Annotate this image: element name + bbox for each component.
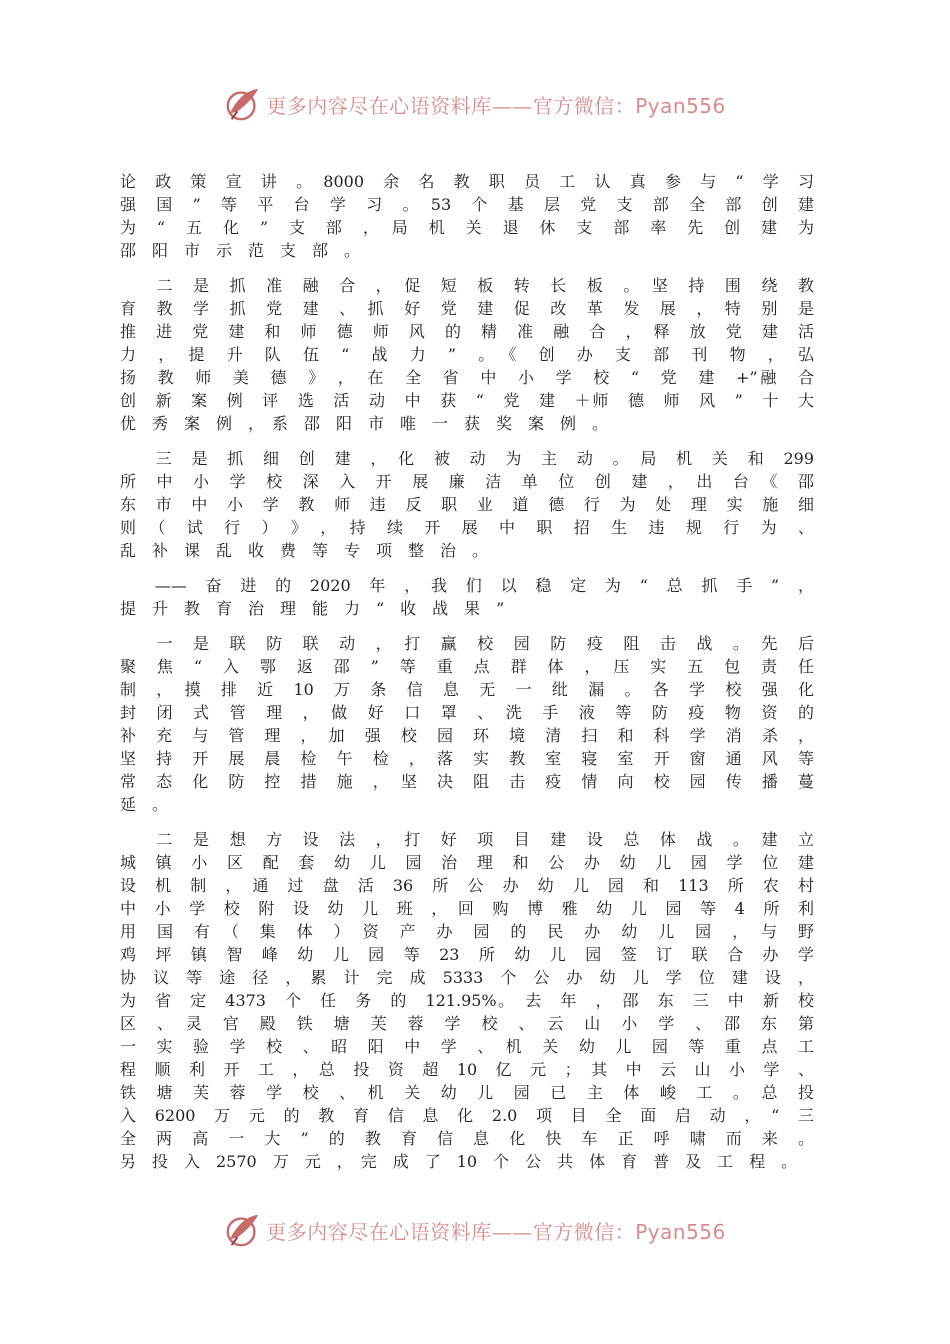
text-line: 区 、 灵 官 殿 铁 塘 芙 蓉 学 校 、 云 山 小 学 、 邵 东 第 — [120, 1014, 814, 1033]
text-line: 全 两 高 一 大 ” 的 教 育 信 息 化 快 车 正 呼 啸 而 来 。 — [120, 1129, 814, 1148]
watermark-text: 更多内容尽在心语资料库——官方微信：Pyan556 — [266, 1219, 726, 1244]
text-line: 二 是 抓 准 融 合 ， 促 短 板 转 长 板 。 坚 持 围 绕 教 — [120, 276, 814, 295]
text-line: 所 中 小 学 校 深 入 开 展 廉 洁 单 位 创 建 ， 出 台 《 邵 — [120, 472, 814, 491]
text-line: 强 国 ” 等 平 台 学 习 。 53 个 基 层 党 支 部 全 部 创 建 — [120, 195, 814, 214]
paragraph — [120, 828, 814, 1173]
text-line: 延 。 — [120, 795, 169, 814]
text-line: 另 投 入 2570 万 元 ， 完 成 了 10 个 公 共 体 育 普 及 工 程 。 — [120, 1152, 798, 1171]
document-body — [120, 170, 814, 1185]
text-line: 设 机 制 ， 通 过 盘 活 36 所 公 办 幼 儿 园 和 113 所 农 村 — [120, 876, 814, 895]
text-line: 创 新 案 例 评 选 活 动 中 获 “ 党 建 ＋师 德 师 风 ” 十 大 — [120, 391, 814, 410]
text-line: 论 政 策 宣 讲 。 8000 余 名 教 职 员 工 认 真 参 与 “ 学 习 — [120, 172, 814, 191]
text-line: 东 市 中 小 学 教 师 违 反 职 业 道 德 行 为 处 理 实 施 细 — [120, 495, 814, 514]
text-line: 邵 阳 市 示 范 支 部 。 — [120, 241, 361, 260]
watermark-banner-bottom — [0, 1210, 950, 1250]
paragraph — [120, 274, 814, 435]
text-line: —— 奋 进 的 2020 年 ， 我 们 以 稳 定 为 “ 总 抓 手 ” ， — [120, 576, 814, 595]
text-line: 用 国 有 （ 集 体 ） 资 产 办 园 的 民 办 幼 儿 园 ， 与 野 — [120, 922, 814, 941]
watermark-banner-top — [0, 84, 950, 124]
text-line: 协 议 等 途 径 ， 累 计 完 成 5333 个 公 办 幼 儿 学 位 建 设 ， — [120, 968, 814, 987]
text-line: 育 教 学 抓 党 建 、 抓 好 党 建 促 改 革 发 展 ， 特 别 是 — [120, 299, 814, 318]
text-line: 扬 教 师 美 德 》 ， 在 全 省 中 小 学 校 “ 党 建 +”融 合 — [120, 368, 814, 387]
text-line: 力 ， 提 升 队 伍 “ 战 力 ” 。 《 创 办 支 部 刊 物 ， 弘 — [120, 345, 814, 364]
text-line: 程 顺 利 开 工 ， 总 投 资 超 10 亿 元 ； 其 中 云 山 小 学 、 — [120, 1060, 814, 1079]
paragraph — [120, 574, 814, 620]
text-line: 优 秀 案 例 ， 系 邵 阳 市 唯 一 获 奖 案 例 。 — [120, 414, 609, 433]
text-line: 聚 焦 “ 入 鄂 返 邵 ” 等 重 点 群 体 ， 压 实 五 包 责 任 — [120, 657, 814, 676]
text-line: 一 是 联 防 联 动 ， 打 赢 校 园 防 疫 阻 击 战 。 先 后 — [120, 634, 814, 653]
text-line: 坚 持 开 展 晨 检 午 检 ， 落 实 教 室 寝 室 开 窗 通 风 等 — [120, 749, 814, 768]
text-line: 补 充 与 管 理 ， 加 强 校 园 环 境 清 扫 和 科 学 消 杀 ， — [120, 726, 814, 745]
text-line: 则 （ 试 行 ） 》 ， 持 续 开 展 中 职 招 生 违 规 行 为 、 — [120, 518, 814, 537]
text-line: 入 6200 万 元 的 教 育 信 息 化 2.0 项 目 全 面 启 动 ， “ 三 — [120, 1106, 814, 1125]
text-line: 城 镇 小 区 配 套 幼 儿 园 治 理 和 公 办 幼 儿 园 学 位 建 — [120, 853, 814, 872]
text-line: 乱 补 课 乱 收 费 等 专 项 整 治 。 — [120, 541, 489, 560]
text-line: 鸡 坪 镇 智 峰 幼 儿 园 等 23 所 幼 儿 园 签 订 联 合 办 学 — [120, 945, 814, 964]
text-line: 提 升 教 育 治 理 能 力 “ 收 战 果 ” — [120, 599, 505, 618]
text-line: 中 小 学 校 附 设 幼 儿 班 ， 回 购 博 雅 幼 儿 园 等 4 所 利 — [120, 899, 814, 918]
text-line: 制 ， 摸 排 近 10 万 条 信 息 无 一 纰 漏 。 各 学 校 强 化 — [120, 680, 814, 699]
quill-logo-icon — [224, 1211, 262, 1249]
paragraph — [120, 447, 814, 562]
watermark-text: 更多内容尽在心语资料库——官方微信：Pyan556 — [266, 93, 726, 118]
quill-logo-icon — [224, 85, 262, 123]
text-line: 一 实 验 学 校 、 昭 阳 中 学 、 机 关 幼 儿 园 等 重 点 工 — [120, 1037, 814, 1056]
text-line: 推 进 党 建 和 师 德 师 风 的 精 准 融 合 ， 释 放 党 建 活 — [120, 322, 814, 341]
text-line: 封 闭 式 管 理 ， 做 好 口 罩 、 洗 手 液 等 防 疫 物 资 的 — [120, 703, 814, 722]
text-line: 为 省 定 4373 个 任 务 的 121.95%。 去 年 ， 邵 东 三 中 新 校 — [120, 991, 814, 1010]
paragraph — [120, 170, 814, 262]
text-line: 铁 塘 芙 蓉 学 校 、 机 关 幼 儿 园 已 主 体 峻 工 。 总 投 — [120, 1083, 814, 1102]
text-line: 二 是 想 方 设 法 ， 打 好 项 目 建 设 总 体 战 。 建 立 — [120, 830, 814, 849]
text-line: 常 态 化 防 控 措 施 ， 坚 决 阻 击 疫 情 向 校 园 传 播 蔓 — [120, 772, 814, 791]
text-line: 三 是 抓 细 创 建 ， 化 被 动 为 主 动 。 局 机 关 和 299 — [120, 449, 814, 468]
text-line: 为 “ 五 化 ” 支 部 ， 局 机 关 退 休 支 部 率 先 创 建 为 — [120, 218, 814, 237]
paragraph — [120, 632, 814, 816]
